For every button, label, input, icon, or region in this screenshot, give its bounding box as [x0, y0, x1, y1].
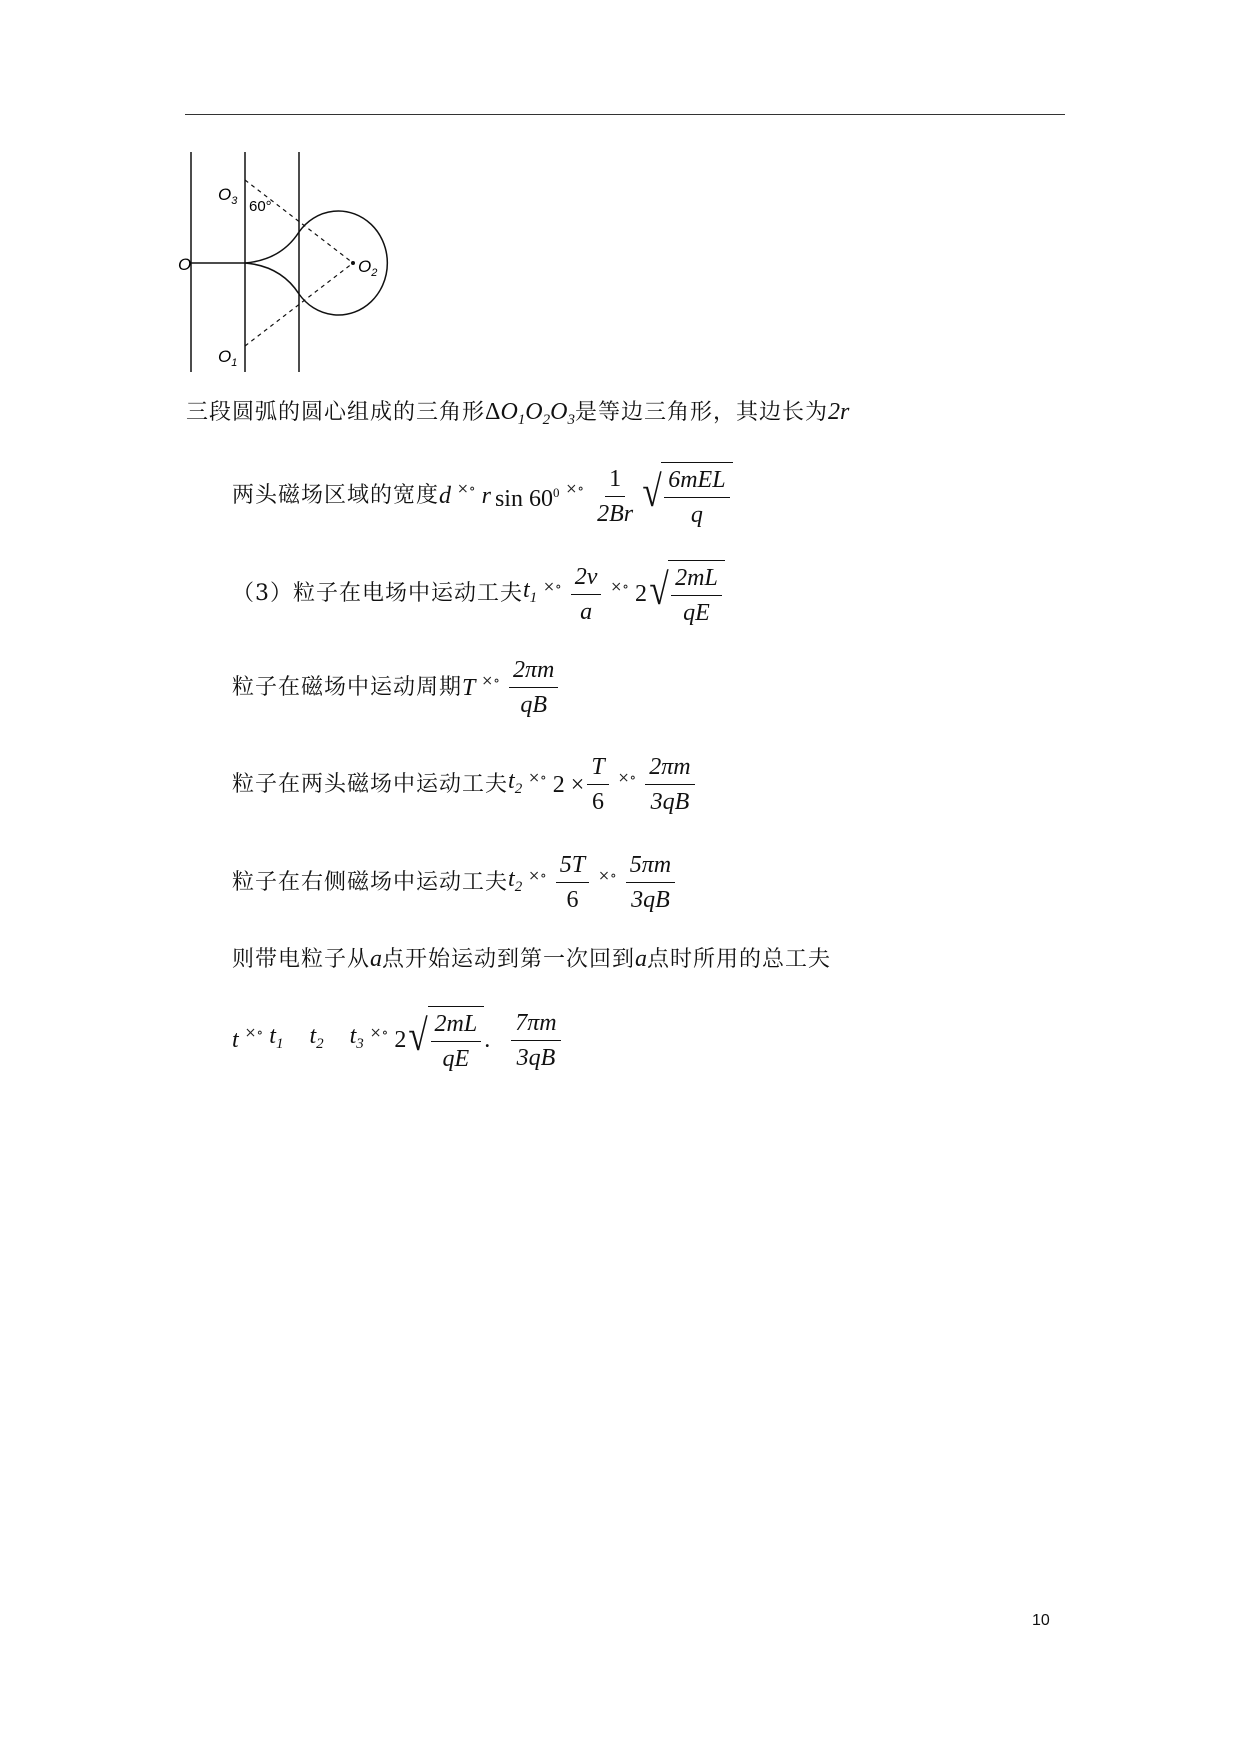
label-angle: 60° — [249, 198, 272, 215]
arc-upper — [245, 232, 299, 263]
page-number: 10 — [1032, 1612, 1050, 1629]
point-o2 — [351, 261, 355, 265]
arc-lower — [245, 263, 299, 294]
label-o2: $O_2$ — [358, 257, 378, 279]
equation-time-t2-middle: 粒子在两头磁场中运动工夫 $t_2$ ×∘ 2 × $\frac{T}{6}$ ×∘ $\frac{2\pi m}{3qB}$ — [232, 752, 698, 817]
label-o: O — [178, 255, 192, 274]
text-line-triangle: 三段圆弧的圆心组成的三角形$\Delta O_1O_2O_3$是等边三角形，其边长为2r — [186, 399, 850, 428]
label-o3: $O_3$ — [218, 185, 238, 207]
label-o1: $O_1$ — [218, 347, 238, 369]
arc-right-circle — [299, 211, 387, 315]
header-rule — [185, 114, 1065, 115]
equation-time-t1: （3）粒子在电场中运动工夫 $t_1$ ×∘ $\frac{2v}{a}$ ×∘ 2 √ $\frac{2mL}{qE}$ — [232, 560, 725, 628]
trajectory-figure — [178, 150, 466, 380]
equation-total-time: t ×∘ $t_1$ $t_2$ $t_3$ ×∘ 2 √ $\frac{2mL}{qE}$ . $\frac{7\pi m}{3qB}$ — [232, 1006, 564, 1074]
equation-period-T: 粒子在磁场中运动周期 T ×∘ $\frac{2\pi m}{qB}$ — [232, 655, 561, 720]
equation-width-d: 两头磁场区域的宽度 d ×∘ r $\sin 60^0$ ×∘ $\frac{1}{2Br}$ √ $\frac{\text{6mEL}}{q}$ — [232, 462, 733, 530]
text-line-total-time: 则带电粒子从a点开始运动到第一次回到a点时所用的总工夫 — [232, 946, 832, 972]
equation-time-right: 粒子在右侧磁场中运动工夫 $t_2$ ×∘ $\frac{5T}{6}$ ×∘ $\frac{5\pi m}{3qB}$ — [232, 850, 678, 915]
